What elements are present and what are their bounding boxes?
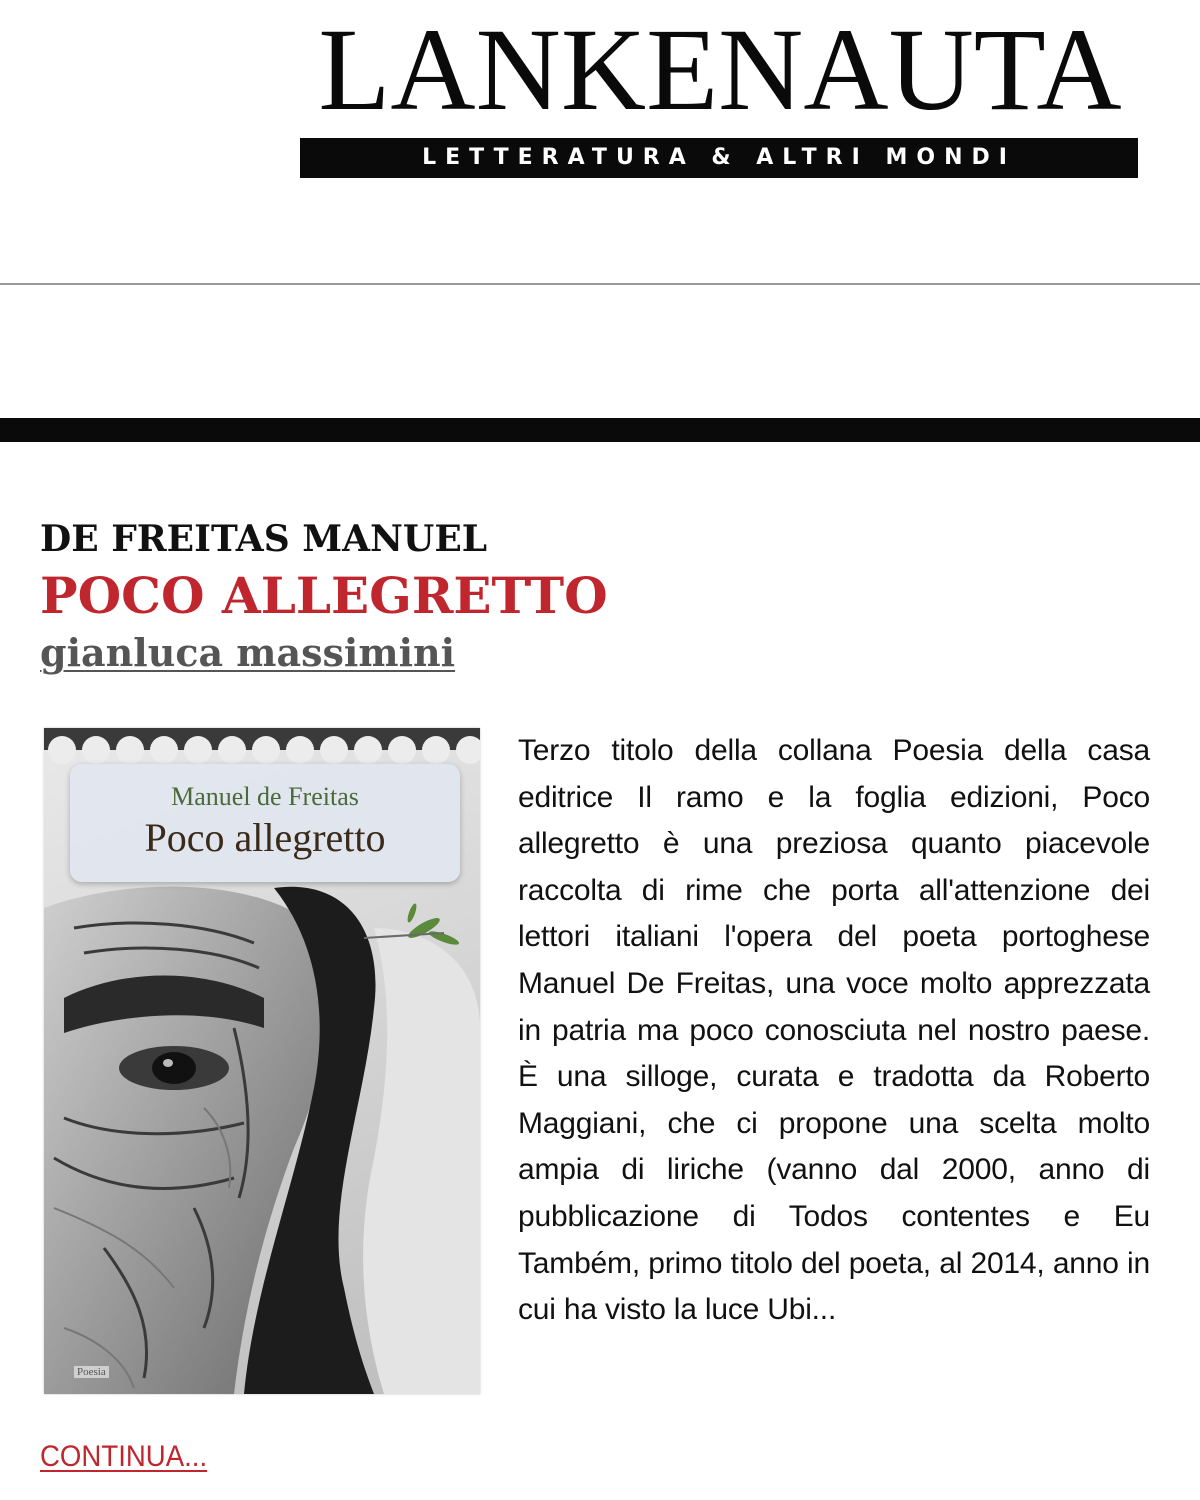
header-divider (0, 283, 1200, 285)
site-logo[interactable] (300, 0, 1140, 185)
continue-reading-link[interactable]: CONTINUA... (40, 1440, 208, 1473)
reviewer-link[interactable]: gianluca massimini (40, 630, 456, 675)
logo-wordmark: LANKENAUTA (318, 4, 1122, 135)
cover-title-text: Poco allegretto (144, 815, 386, 860)
section-divider-bar (0, 418, 1200, 442)
cover-title-label (70, 764, 460, 882)
logo-tagline: LETTERATURA & ALTRI MONDI (422, 145, 1016, 170)
cover-series-mark: Poesia (74, 1366, 109, 1378)
cover-author-text: Manuel de Freitas (171, 782, 359, 811)
book-cover-image[interactable] (44, 728, 480, 1394)
article-author: DE FREITAS MANUEL (40, 518, 488, 560)
article-title[interactable]: POCO ALLEGRETTO (40, 566, 608, 625)
logo-tagline-bar (300, 138, 1138, 178)
article-excerpt: Terzo titolo della collana Poesia della casa editrice Il ramo e la foglia edizioni, Poco allegretto è una preziosa quanto piacevole raccolta di rime che porta all'attenzione dei lettori italiani l'opera del poeta portoghese Manuel De Freitas, una voce molto apprezzata in patria ma poco conosciuta nel nostro paese. È una silloge, curata e tradotta da Roberto Maggiani, che ci propone una scelta molto ampia di liriche (vanno dal 2000, anno di pubblicazione di Todos contentes e Eu Também, primo titolo del poeta, al 2014, anno in cui ha visto la luce Ubi... (518, 734, 1150, 1327)
